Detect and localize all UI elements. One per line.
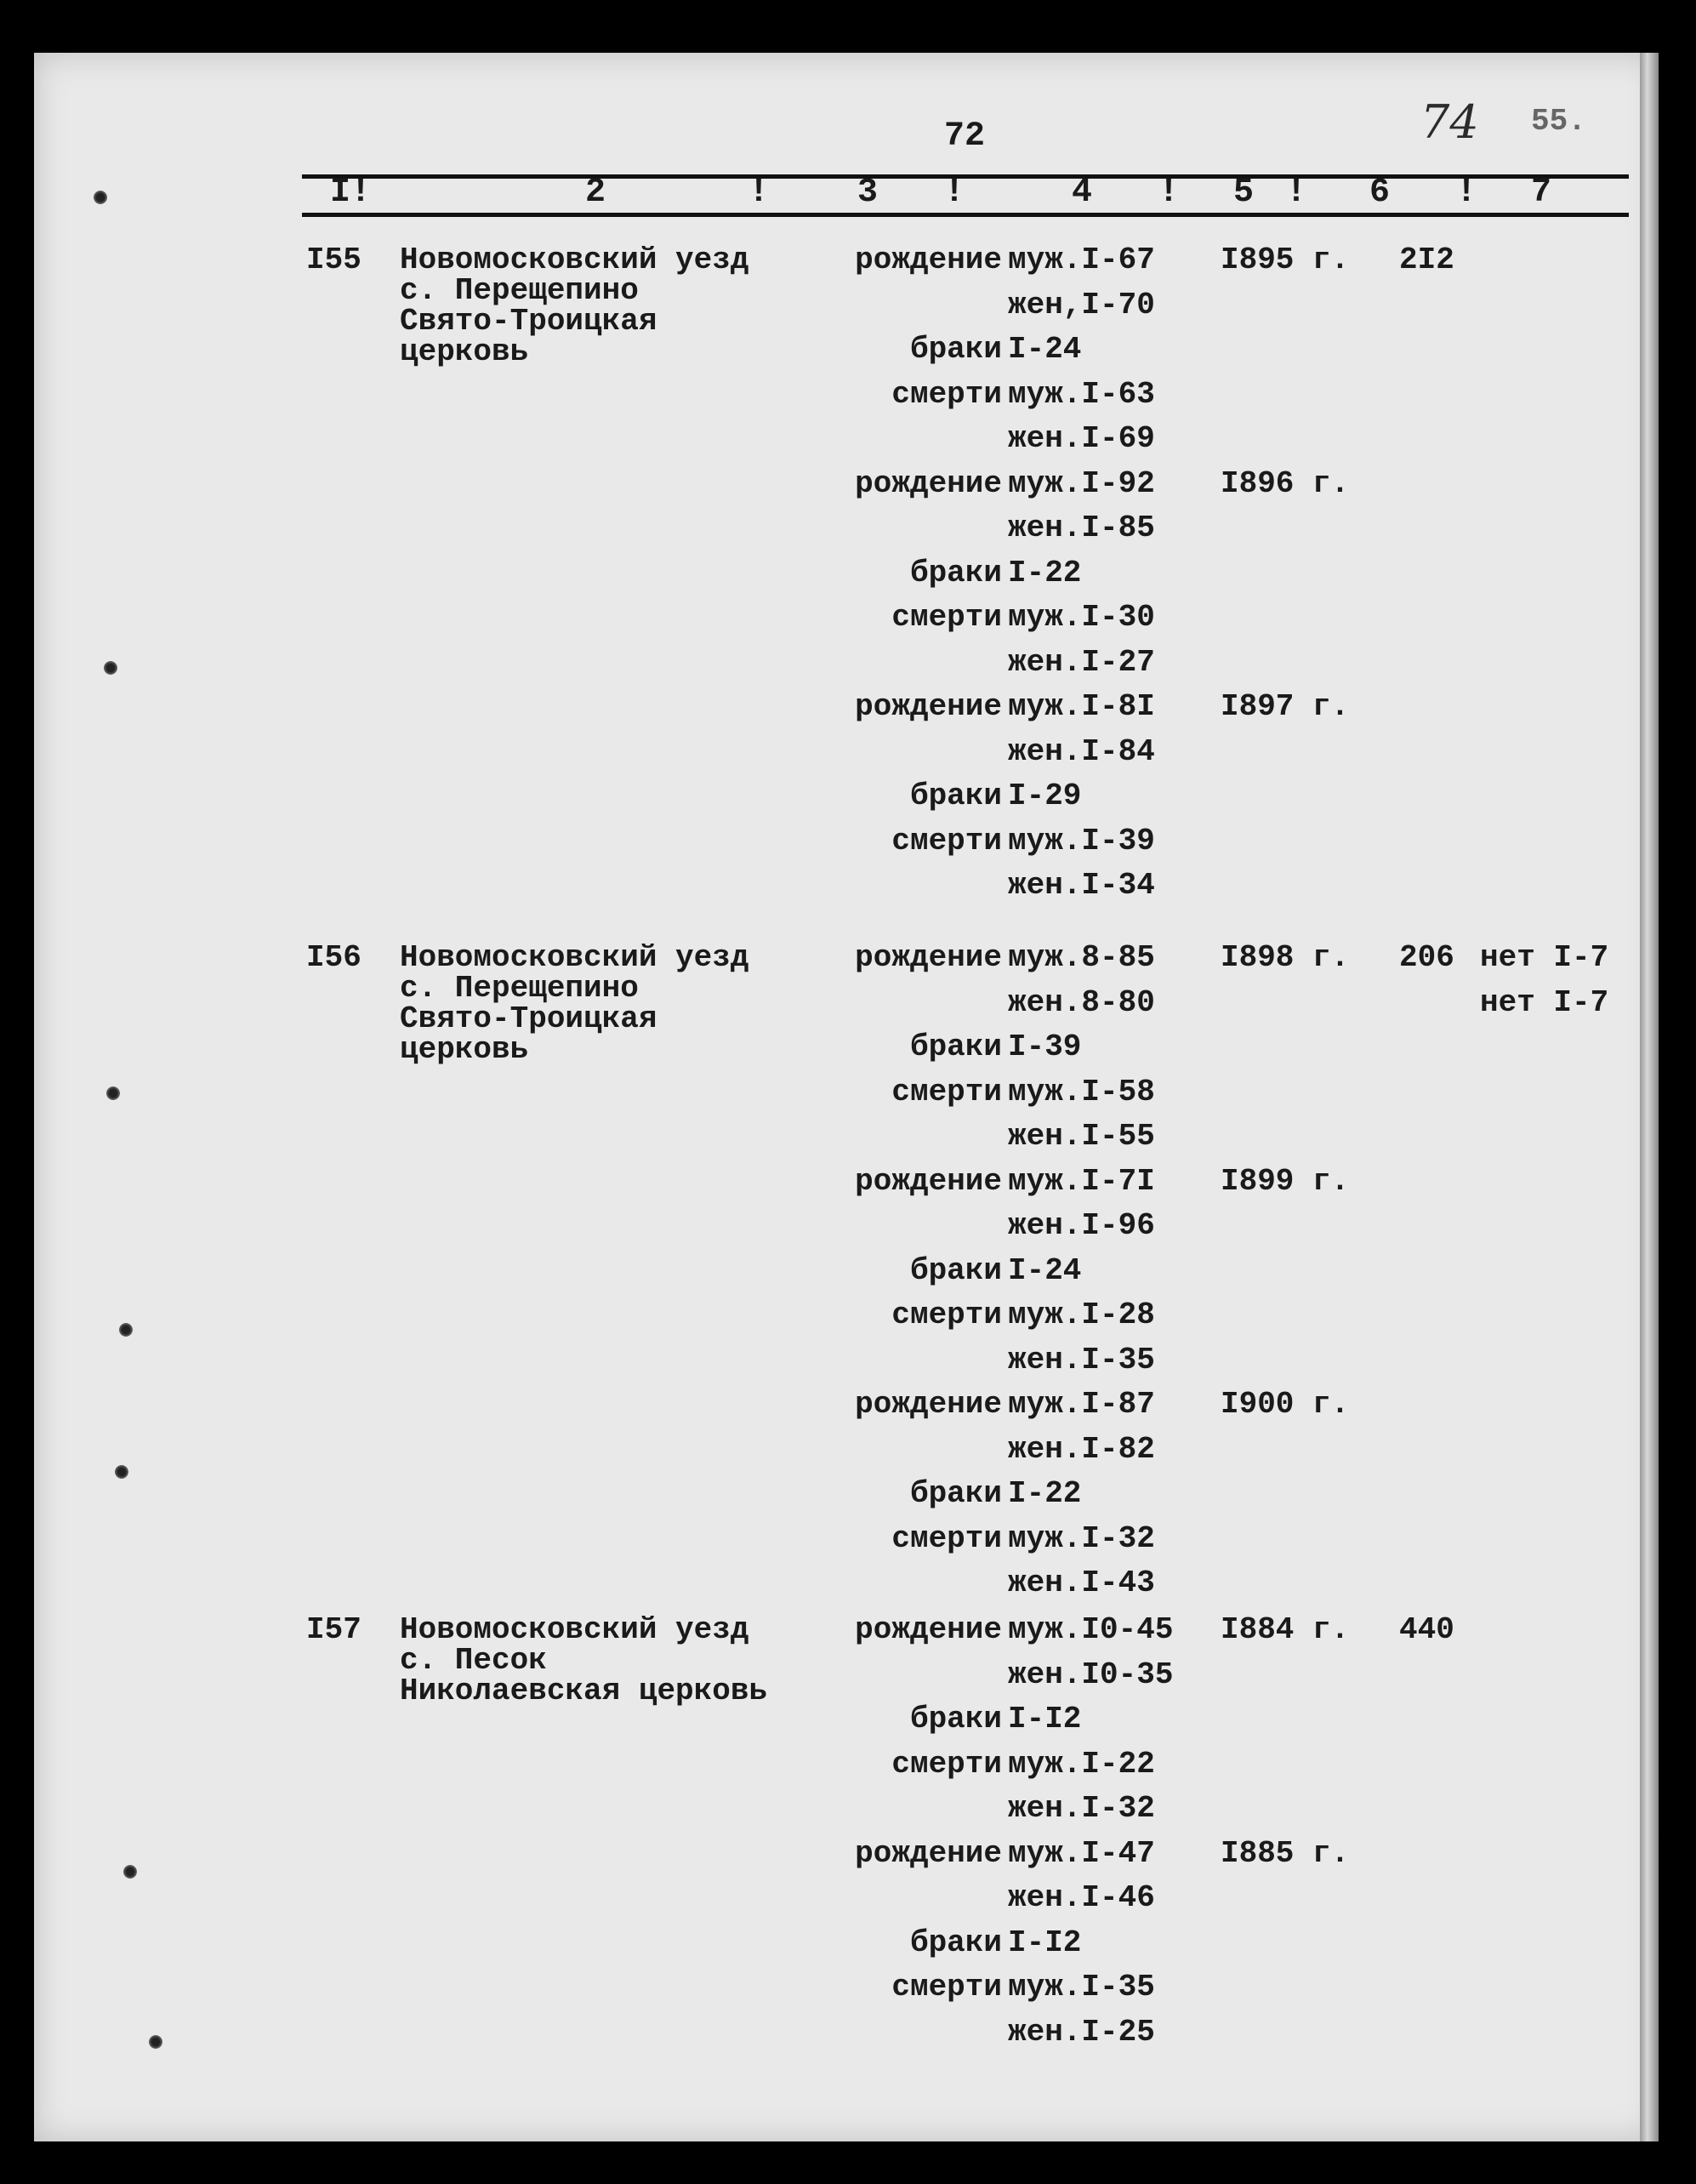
entry-place-line: Новомосковский уезд xyxy=(400,1612,749,1647)
record-count: I-39 xyxy=(1008,1029,1082,1064)
record-count: муж.I-58 xyxy=(1008,1075,1155,1109)
record-count: муж.I-67 xyxy=(1008,242,1155,277)
record-type: смерти xyxy=(891,1297,1002,1332)
record-count: I-24 xyxy=(1008,1253,1082,1288)
column-separator: ! xyxy=(1456,174,1477,212)
record-count: муж.I0-45 xyxy=(1008,1612,1174,1647)
entry-number: I56 xyxy=(306,940,361,975)
record-count: муж.8-85 xyxy=(1008,940,1155,975)
record-count: муж.I-92 xyxy=(1008,466,1155,501)
header-rule-top xyxy=(302,174,1629,179)
record-type: рождение xyxy=(855,242,1002,277)
entry-place-line: с. Песок xyxy=(400,1643,547,1678)
record-count: муж.I-30 xyxy=(1008,600,1155,635)
archive-mark: 55. xyxy=(1531,104,1586,139)
record-year: I899 г. xyxy=(1221,1164,1350,1199)
record-count: жен.I-84 xyxy=(1008,734,1155,769)
record-type: смерти xyxy=(891,1521,1002,1556)
record-count: жен.I-69 xyxy=(1008,421,1155,456)
record-count: I-22 xyxy=(1008,556,1082,590)
record-type: рождение xyxy=(855,466,1002,501)
record-count: жен.I-25 xyxy=(1008,2015,1155,2050)
record-count: муж.I-87 xyxy=(1008,1387,1155,1422)
column-separator: ! xyxy=(1158,174,1180,212)
record-year: I896 г. xyxy=(1221,466,1350,501)
record-type: браки xyxy=(909,1253,1002,1288)
record-type: смерти xyxy=(891,1970,1002,2004)
record-count: муж.I-35 xyxy=(1008,1970,1155,2004)
record-type: рождение xyxy=(855,1164,1002,1199)
binder-hole xyxy=(123,1865,137,1879)
record-count: муж.I-28 xyxy=(1008,1297,1155,1332)
entry-note: нет I-7 xyxy=(1480,940,1609,975)
record-count: I-I2 xyxy=(1008,1702,1082,1736)
page-edge xyxy=(1640,53,1659,2141)
entry-place-line: церковь xyxy=(400,1032,529,1067)
record-type: смерти xyxy=(891,600,1002,635)
record-year: I898 г. xyxy=(1221,940,1350,975)
entry-fond-number: 206 xyxy=(1399,940,1454,975)
record-type: браки xyxy=(909,1476,1002,1511)
column-header-5: 5 xyxy=(1233,174,1255,212)
record-year: I884 г. xyxy=(1221,1612,1350,1647)
record-count: муж.I-32 xyxy=(1008,1521,1155,1556)
binder-hole xyxy=(115,1465,128,1479)
column-header-7: 7 xyxy=(1531,174,1552,212)
record-type: смерти xyxy=(891,824,1002,858)
entry-place-line: Новомосковский уезд xyxy=(400,940,749,975)
record-count: жен.I-43 xyxy=(1008,1565,1155,1600)
record-count: муж.I-22 xyxy=(1008,1747,1155,1782)
record-count: муж.I-47 xyxy=(1008,1836,1155,1871)
entry-place-line: церковь xyxy=(400,334,529,369)
binder-hole xyxy=(149,2035,162,2049)
record-count: жен.8-80 xyxy=(1008,985,1155,1020)
column-header-1: I! xyxy=(330,174,372,212)
record-year: I895 г. xyxy=(1221,242,1350,277)
column-header-6: 6 xyxy=(1369,174,1391,212)
record-type: смерти xyxy=(891,1747,1002,1782)
entry-place-line: с. Перещепино xyxy=(400,273,639,308)
record-year: I885 г. xyxy=(1221,1836,1350,1871)
record-count: жен.I-46 xyxy=(1008,1880,1155,1915)
binder-hole xyxy=(106,1086,120,1100)
column-separator: ! xyxy=(1286,174,1307,212)
record-count: муж.I-39 xyxy=(1008,824,1155,858)
column-header-3: 3 xyxy=(857,174,879,212)
column-header-2: 2 xyxy=(585,174,606,212)
record-count: жен.I-35 xyxy=(1008,1343,1155,1377)
binder-hole xyxy=(119,1323,133,1337)
record-type: рождение xyxy=(855,1612,1002,1647)
record-count: I-22 xyxy=(1008,1476,1082,1511)
record-count: жен.I-82 xyxy=(1008,1432,1155,1467)
entry-place-line: Свято-Троицкая xyxy=(400,1001,657,1036)
record-type: браки xyxy=(909,332,1002,367)
record-type: смерти xyxy=(891,1075,1002,1109)
record-type: браки xyxy=(909,1702,1002,1736)
entry-place-line: с. Перещепино xyxy=(400,971,639,1006)
record-count: жен.I0-35 xyxy=(1008,1657,1174,1692)
record-count: жен.I-32 xyxy=(1008,1791,1155,1826)
record-type: смерти xyxy=(891,377,1002,412)
binder-hole xyxy=(104,661,117,675)
binder-hole xyxy=(94,191,107,204)
entry-place-line: Свято-Троицкая xyxy=(400,304,657,339)
record-count: I-I2 xyxy=(1008,1925,1082,1960)
record-type: рождение xyxy=(855,940,1002,975)
entry-fond-number: 440 xyxy=(1399,1612,1454,1647)
record-type: браки xyxy=(909,556,1002,590)
record-count: жен,I-70 xyxy=(1008,288,1155,322)
column-header-4: 4 xyxy=(1072,174,1093,212)
header-rule-bottom xyxy=(302,213,1629,217)
record-count: I-24 xyxy=(1008,332,1082,367)
record-type: рождение xyxy=(855,689,1002,724)
record-count: жен.I-85 xyxy=(1008,510,1155,545)
column-separator: ! xyxy=(944,174,965,212)
page-number: 72 xyxy=(944,117,986,156)
record-type: браки xyxy=(909,1029,1002,1064)
entry-number: I57 xyxy=(306,1612,361,1647)
record-year: I897 г. xyxy=(1221,689,1350,724)
entry-note: нет I-7 xyxy=(1480,984,1609,1020)
record-count: муж.I-63 xyxy=(1008,377,1155,412)
document-page xyxy=(34,53,1659,2141)
record-count: жен.I-27 xyxy=(1008,645,1155,680)
column-separator: ! xyxy=(748,174,770,212)
record-year: I900 г. xyxy=(1221,1387,1350,1422)
record-count: I-29 xyxy=(1008,778,1082,813)
record-type: браки xyxy=(909,778,1002,813)
record-count: жен.I-55 xyxy=(1008,1119,1155,1154)
record-count: муж.I-8I xyxy=(1008,689,1155,724)
record-count: жен.I-96 xyxy=(1008,1208,1155,1243)
archive-folio-number: 74 xyxy=(1420,95,1479,149)
record-type: рождение xyxy=(855,1836,1002,1871)
record-type: браки xyxy=(909,1925,1002,1960)
entry-number: I55 xyxy=(306,242,361,277)
entry-place-line: Новомосковский уезд xyxy=(400,242,749,277)
record-type: рождение xyxy=(855,1387,1002,1422)
entry-fond-number: 2I2 xyxy=(1399,242,1454,277)
entry-place-line: Николаевская церковь xyxy=(400,1674,768,1708)
record-count: муж.I-7I xyxy=(1008,1164,1155,1199)
record-count: жен.I-34 xyxy=(1008,868,1155,903)
